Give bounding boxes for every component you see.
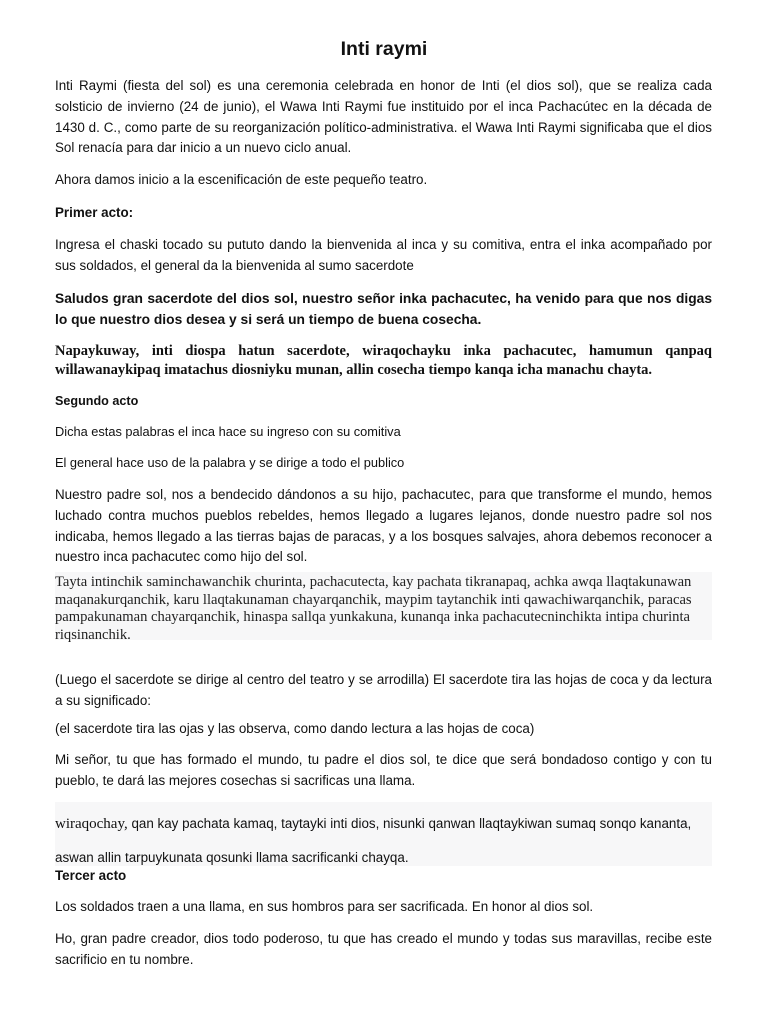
act1-heading: Primer acto: [55,205,134,220]
act2-general-speech: Nuestro padre sol, nos a bendecido dándonos a su hijo, pachacutec, para que transforme el mundo, hemos luchado contra muchos pueblos rebeldes, hemos llegado a lugares lejanos, donde nuestro padre sol nos indicaba, hemos llegado a las tierras bajas de paracas, y a los bosques salvajes, ahora debemos reconocer a nuestro inca pachacutec como hijo del sol. [55,487,712,565]
act2-quechua-speech: Tayta intinchik saminchawanchik churinta, pachacutecta, kay pachata tikranapaq, achka awqa llaqtakunawan maqanakurqanchik, karu llaqtakunaman chayarqanchik, maypim taytanchik inti qawachiwarqanchik, paracas pampakunaman chayarqanchik, hinaspa sallqa yunkakuna, kunanqa inka pachacutecninchikta intipa churinta riqsinanchik. [55,574,692,643]
act3-paragraph-2: Ho, gran padre creador, dios todo poderoso, tu que has creado el mundo y todas sus maravillas, recibe este sacrificio en tu nombre. [55,931,712,967]
act2-quechua-priest-line-1 [55,802,712,835]
start-paragraph: Ahora damos inicio a la escenificación de este pequeño teatro. [55,172,428,187]
act2-paragraph-5: (el sacerdote tira las ojas y las observa, como dando lectura a las hojas de coca) [55,721,535,736]
act2-paragraph-1: Dicha estas palabras el inca hace su ingreso con su comitiva [55,424,401,439]
act3-heading: Tercer acto [55,868,127,883]
act2-paragraph-4: (Luego el sacerdote se dirige al centro del teatro y se arrodilla) El sacerdote tira las hojas de coca y da lectura a su significado: [55,672,712,708]
quechua-speech-box-1 [55,572,712,643]
act3-paragraph-1: Los soldados traen a una llama, en sus hombros para ser sacrificada. En honor al dios sol. [55,899,594,914]
quechua-line-rest: qan kay pachata kamaq, taytayki inti dios, nisunki qanwan llaqtaykiwan sumaq sonqo kananta, [127,816,692,831]
quechua-word: wiraqochay, [55,816,128,832]
document-title: Inti raymi [340,38,428,60]
act1-quechua-greeting: Napaykuway, inti diospa hatun sacerdote, wiraqochayku inka pachacutec, hamumun qanpaq willawanaykipaq imatachus diosniyku munan, allin cosecha tiempo kanqa icha manachu chayta. [55,343,712,378]
quechua-speech-box-2 [55,802,712,866]
act2-heading: Segundo acto [55,394,139,408]
act1-paragraph-1: Ingresa el chaski tocado su pututo dando la bienvenida al inca y su comitiva, entra el inka acompañado por sus soldados, el general da la bienvenida al sumo sacerdote [55,237,712,273]
act2-quechua-priest-line-2: aswan allin tarpuykunata qosunki llama sacrificanki chayqa. [55,850,409,865]
act1-spanish-greeting: Saludos gran sacerdote del dios sol, nuestro señor inka pachacutec, ha venido para que nos digas lo que nuestro dios desea y si será un tiempo de buena cosecha. [55,291,712,327]
intro-paragraph: Inti Raymi (fiesta del sol) es una ceremonia celebrada en honor de Inti (el dios sol), que se realiza cada solsticio de invierno (24 de junio), el Wawa Inti Raymi fue instituido por el inca Pachacútec en la década de 1430 d. C., como parte de su reorganización político-administrativa. el Wawa Inti Raymi significaba que el dios Sol renacía para dar inicio a un nuevo ciclo anual. [55,78,712,156]
act2-paragraph-2: El general hace uso de la palabra y se dirige a todo el publico [55,455,405,470]
act2-priest-speech: Mi señor, tu que has formado el mundo, tu padre el dios sol, te dice que será bondadoso contigo y con tu pueblo, te dará las mejores cosechas si sacrificas una llama. [55,752,712,788]
